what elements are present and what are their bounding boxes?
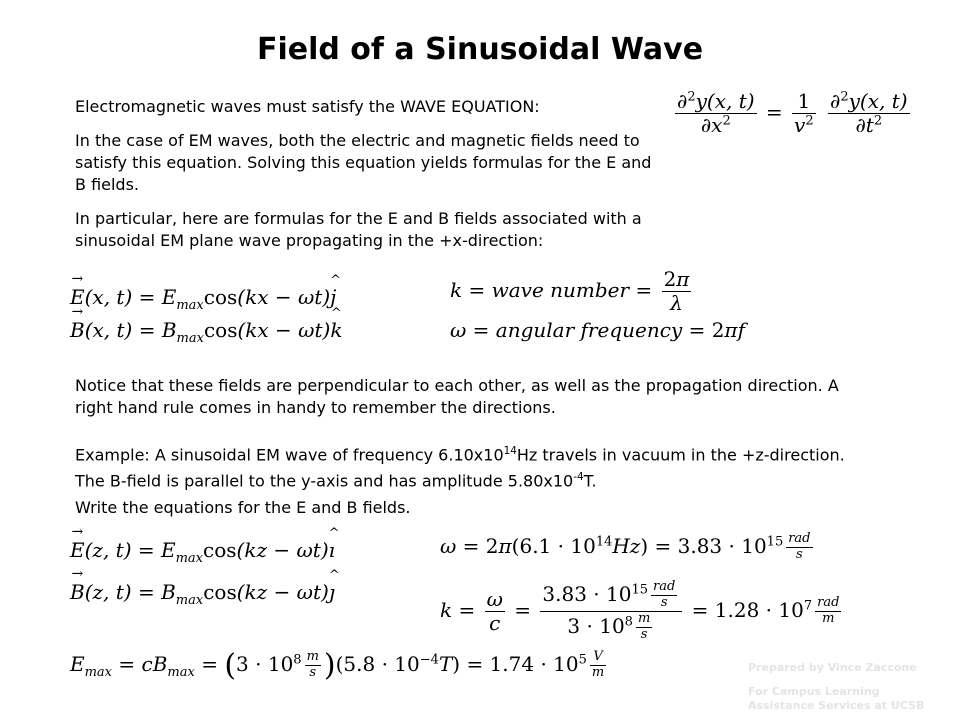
credit-author: Prepared by Vince Zaccone <box>748 661 917 674</box>
example-text-a: Example: A sinusoidal EM wave of frequency 6.10x10 <box>75 445 504 465</box>
intro-paragraph: Electromagnetic waves must satisfy the WAVE EQUATION: <box>75 97 540 116</box>
credit-affiliation: For Campus Learning Assistance Services at UCSB <box>748 685 925 712</box>
omega-calculation: $\omega = 2\pi(6.1 \cdot 10^{14}Hz) = 3.83 \cdot 10^{15}$ $\frac{\text{rad}}{s}$ <box>440 531 811 562</box>
solution-paragraph: In the case of EM waves, both the electric and magnetic fields need to satisfy this equation. Solving this equation yields formulas for the E and B fields. <box>75 131 652 194</box>
example-exponent-1: 14 <box>503 445 517 457</box>
example-exponent-2: -4 <box>573 471 584 484</box>
b-field-z-equation: → B(z, $t) = B_{max}\cos(kz$ − ωt)^ ȷ <box>70 580 335 608</box>
angular-frequency-definition: ω = angular frequency = 2πf <box>450 318 745 342</box>
example-paragraph <box>75 440 865 493</box>
example-text-c: T. <box>583 471 597 491</box>
instruction-paragraph: Write the equations for the E and B fields. <box>75 498 411 517</box>
e-field-x-equation: → E(x, $t) = E_{max}\cos(kx$ − ωt)^ j <box>70 285 336 313</box>
e-field-z-equation: → E(z, $t) = E_{max}\cos(kz$ − ωt)^ ı <box>70 538 335 566</box>
example-text-b: Hz travels in vacuum in the +z-direction. The B-field is parallel to the y-axis and has amplitude 5.80x10 <box>75 445 845 491</box>
wave-number-definition: k = wave number = $\frac{2\pi}{\lambda}$ <box>450 267 690 315</box>
emax-calculation: $E_{max} = cB_{max} = (3 \cdot 10^8$ $\frac{m}{s}$ )$(5.8 \cdot 10^{-4}T) = 1.74 \cdot 10^5$ $\frac{V}{m}$ <box>70 648 605 683</box>
k-calculation: k = $\frac{\omega}{c}$ = $3.83 \cdot 10^{15}$ $\frac{\text{rad}}{s}$ $3 \cdot 10^8$ $\frac{m}{s}$ = $1.28 \cdot 10^7$ $\frac{\text{rad}}{m}$ <box>440 579 840 642</box>
b-field-x-equation: → B(x, $t) = B_{max}\cos(kx$ − ωt)^ k <box>70 318 342 346</box>
wave-equation: $\frac{\partial^2y(x, t)}{\partial x^2}$ = $\frac{1}{v^2}$ $\frac{\partial^2y(x, t)}{\partial t^2}$ <box>677 89 908 137</box>
perpendicular-paragraph: Notice that these fields are perpendicular to each other, as well as the propagation direction. A right hand rule comes in handy to remember the directions. <box>75 376 839 417</box>
formulas-paragraph: In particular, here are formulas for the E and B fields associated with a sinusoidal EM plane wave propagating in the +x-direction: <box>75 209 642 250</box>
slide-title: Field of a Sinusoidal Wave <box>256 32 704 67</box>
